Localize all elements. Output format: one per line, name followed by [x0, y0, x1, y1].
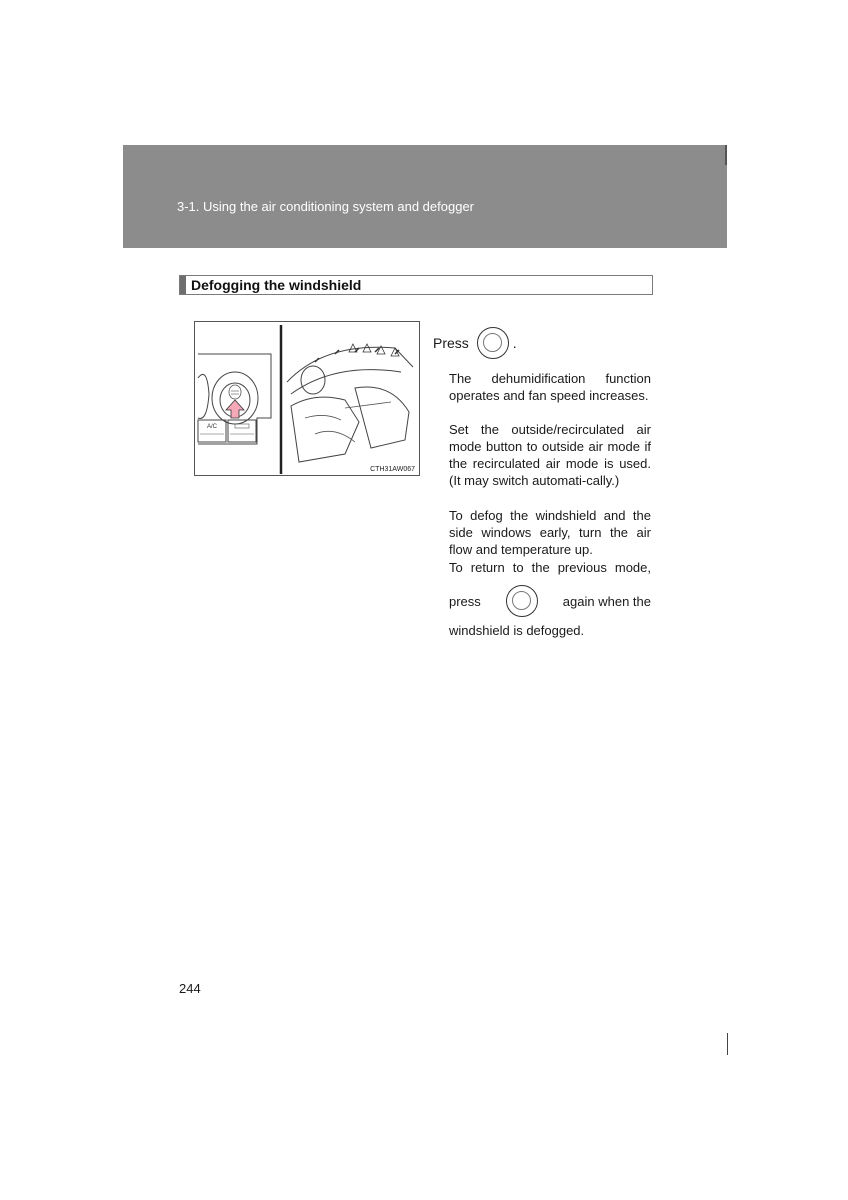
- header-edge-tick: [725, 145, 727, 165]
- paragraph-text: The dehumidification function operates and fan speed increases.: [449, 371, 651, 403]
- chapter-header-band: [123, 145, 727, 248]
- defroster-symbol-icon: [483, 333, 502, 352]
- paragraph-text: To defog the windshield and the side windows early, turn the air flow and temperature up.: [449, 508, 651, 557]
- paragraph-defog-early: [449, 507, 651, 558]
- chapter-header-title: 3-1. Using the air conditioning system and defogger: [177, 199, 475, 214]
- figure-code: CTH31AW067: [370, 466, 415, 473]
- return-instruction: [449, 559, 651, 639]
- return-end-line: windshield is defogged.: [449, 623, 585, 638]
- return-line: To return to the previous mode,: [449, 560, 651, 575]
- front-defroster-button-icon: [477, 327, 509, 359]
- section-title: Defogging the windshield: [191, 277, 362, 293]
- dashboard-drawing: [195, 322, 421, 477]
- defroster-symbol-icon: [512, 591, 531, 610]
- defogger-illustration: [194, 321, 420, 476]
- press-word: Press: [433, 335, 469, 351]
- paragraph-air-mode: [449, 421, 651, 489]
- ac-label: A/C: [207, 424, 218, 430]
- return-again-text: again when the: [562, 593, 651, 609]
- section-heading-accent: [180, 276, 186, 294]
- return-press-row: [449, 584, 651, 618]
- return-press-word: press: [449, 593, 481, 609]
- section-heading: [179, 275, 653, 295]
- paragraph-dehumidification: [449, 370, 651, 404]
- paragraph-text: Set the outside/recirculated air mode button to outside air mode if the recirculated air mode is used. (It may switch automati-cally.): [449, 422, 651, 488]
- press-instruction: [433, 326, 517, 360]
- margin-tick: [727, 1033, 728, 1055]
- press-punct: .: [512, 335, 517, 351]
- page-number: 244: [179, 981, 201, 996]
- front-defroster-button-icon: [506, 585, 538, 617]
